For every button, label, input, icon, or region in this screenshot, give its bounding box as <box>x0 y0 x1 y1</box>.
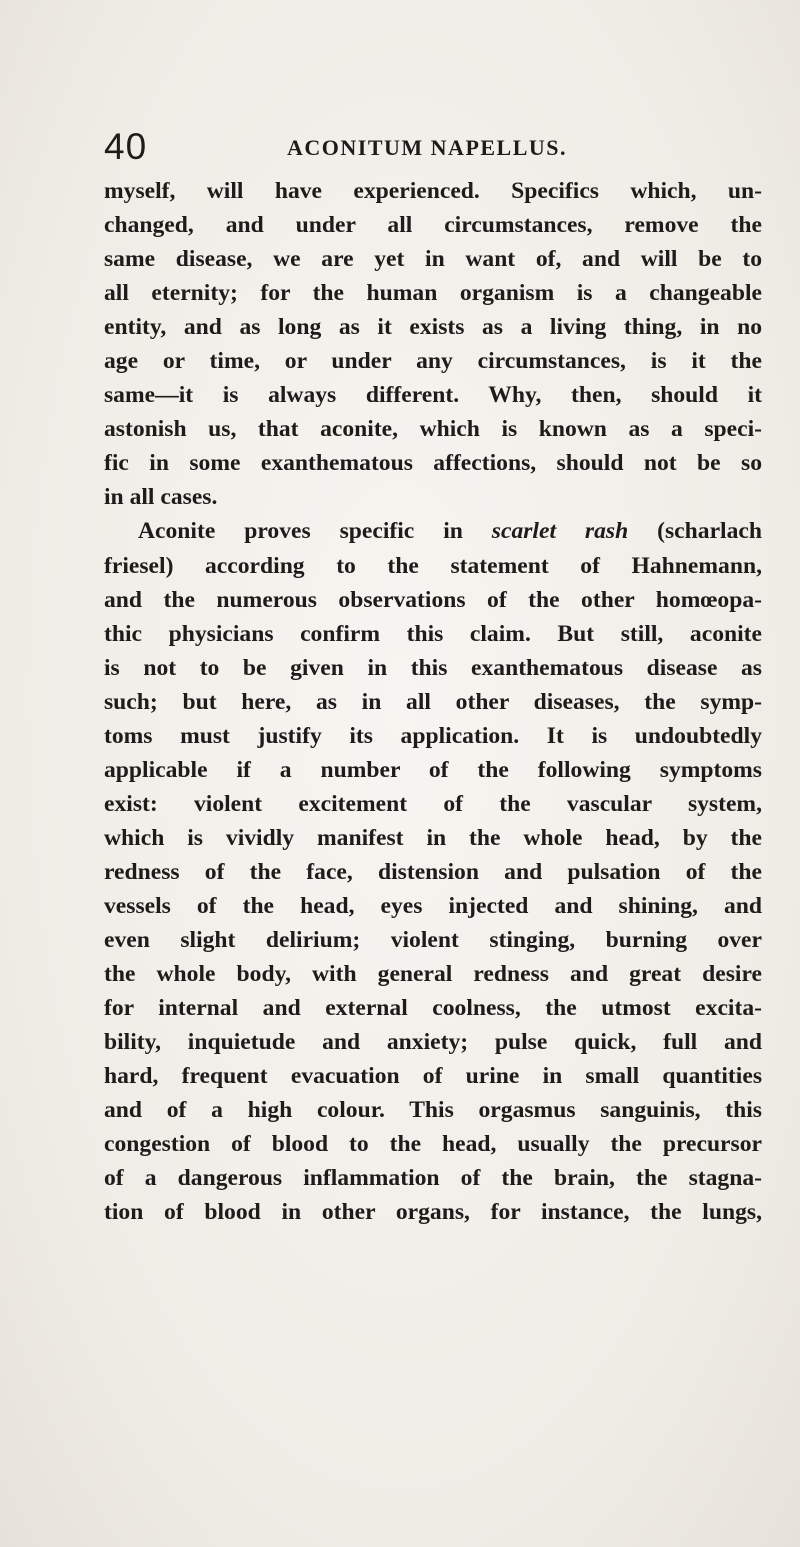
text-line: applicable if a number of the following symptoms <box>104 756 762 783</box>
text-line: of a dangerous inflammation of the brain, the stagna- <box>104 1165 762 1192</box>
text-line: toms must justify its application. It is undoubtedly <box>104 722 762 749</box>
text-line: all eternity; for the human organism is a changeable <box>104 280 762 307</box>
body-text <box>104 174 762 1229</box>
text-line: and of a high colour. This orgasmus sanguinis, this <box>104 1097 762 1124</box>
text-line: myself, will have experienced. Specifics which, un- <box>104 178 762 204</box>
text-line: in all cases. <box>104 484 218 511</box>
text-segment: (scharlach <box>628 518 762 545</box>
page-number: 40 <box>104 126 148 167</box>
text-line: even slight delirium; violent stinging, burning over <box>104 927 762 954</box>
text-line: same disease, we are yet in want of, and will be to <box>104 246 762 273</box>
running-head: ACONITUM NAPELLUS. <box>287 135 568 160</box>
text-line: the whole body, with general redness and great desire <box>104 961 762 988</box>
text-line: entity, and as long as it exists as a living thing, in no <box>104 314 762 341</box>
text-line: for internal and external coolness, the utmost excita- <box>104 995 762 1022</box>
text-segment: Aconite proves specific in <box>138 518 492 545</box>
text-line <box>104 514 762 548</box>
text-line: such; but here, as in all other diseases, the symp- <box>104 688 762 715</box>
text-line: friesel) according to the statement of Hahnemann, <box>104 552 762 579</box>
text-line: age or time, or under any circumstances, is it the <box>104 348 762 375</box>
text-line: changed, and under all circumstances, remove the <box>104 212 762 239</box>
text-line: which is vividly manifest in the whole head, by the <box>104 824 762 851</box>
text-line: congestion of blood to the head, usually the precursor <box>104 1131 762 1158</box>
text-line: fic in some exanthematous affections, should not be so <box>104 450 762 477</box>
text-line: redness of the face, distension and pulsation of the <box>104 858 762 885</box>
text-line: tion of blood in other organs, for instance, the lungs, <box>104 1199 762 1226</box>
text-line: astonish us, that aconite, which is known as a speci- <box>104 416 762 443</box>
page-header <box>104 125 704 169</box>
text-line: and the numerous observations of the other homœopa- <box>104 586 762 613</box>
text-line: thic physicians confirm this claim. But still, aconite <box>104 620 762 647</box>
italic-term: scarlet rash <box>491 518 629 545</box>
text-line: vessels of the head, eyes injected and shining, and <box>104 892 762 919</box>
text-line: same—it is always different. Why, then, should it <box>104 382 762 409</box>
text-line: bility, inquietude and anxiety; pulse quick, full and <box>104 1029 762 1056</box>
text-line: exist: violent excitement of the vascular system, <box>104 790 762 817</box>
text-line: hard, frequent evacuation of urine in small quantities <box>104 1063 762 1090</box>
text-line: is not to be given in this exanthematous disease as <box>104 654 762 681</box>
